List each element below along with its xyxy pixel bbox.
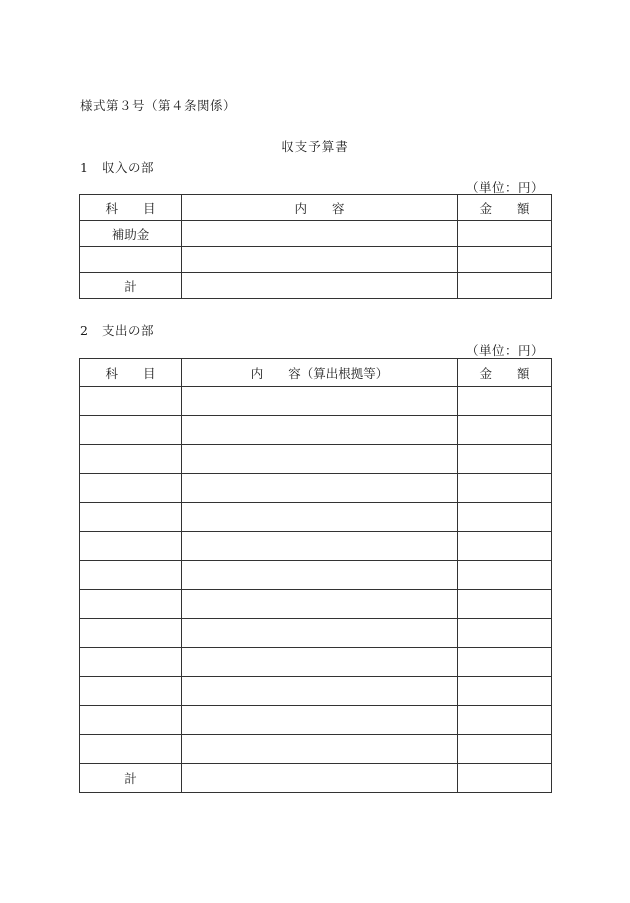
expense-content-cell[interactable] bbox=[182, 735, 458, 764]
expense-table bbox=[79, 358, 552, 793]
expense-content-cell[interactable] bbox=[182, 619, 458, 648]
expense-row bbox=[80, 648, 552, 677]
expense-total-row bbox=[80, 764, 552, 793]
expense-row bbox=[80, 474, 552, 503]
expense-content-cell[interactable] bbox=[182, 677, 458, 706]
income-total-row bbox=[80, 273, 552, 299]
expense-subject-cell[interactable] bbox=[80, 648, 182, 677]
expense-row bbox=[80, 416, 552, 445]
expense-row bbox=[80, 735, 552, 764]
expense-row bbox=[80, 706, 552, 735]
expense-row bbox=[80, 503, 552, 532]
expense-content-cell[interactable] bbox=[182, 445, 458, 474]
expense-header-amount: 金 額 bbox=[458, 359, 552, 387]
expense-amount-cell[interactable] bbox=[458, 706, 552, 735]
expense-row bbox=[80, 677, 552, 706]
expense-section-number: 2 bbox=[80, 323, 89, 338]
expense-amount-cell[interactable] bbox=[458, 503, 552, 532]
expense-row bbox=[80, 619, 552, 648]
expense-amount-cell[interactable] bbox=[458, 648, 552, 677]
expense-content-cell[interactable] bbox=[182, 474, 458, 503]
income-unit-note: （単位：円） bbox=[465, 180, 544, 195]
expense-total-label: 計 bbox=[80, 764, 182, 793]
expense-row bbox=[80, 532, 552, 561]
income-section-title: 収入の部 bbox=[102, 160, 155, 175]
income-total-content-cell[interactable] bbox=[182, 273, 458, 299]
expense-content-cell[interactable] bbox=[182, 532, 458, 561]
expense-subject-cell[interactable] bbox=[80, 735, 182, 764]
expense-amount-cell[interactable] bbox=[458, 474, 552, 503]
expense-amount-cell[interactable] bbox=[458, 590, 552, 619]
expense-row bbox=[80, 387, 552, 416]
income-amount-cell[interactable] bbox=[458, 221, 552, 247]
income-section-heading bbox=[80, 158, 154, 176]
expense-subject-cell[interactable] bbox=[80, 503, 182, 532]
expense-content-cell[interactable] bbox=[182, 648, 458, 677]
expense-content-cell[interactable] bbox=[182, 706, 458, 735]
expense-total-content-cell[interactable] bbox=[182, 764, 458, 793]
expense-section-heading bbox=[80, 321, 154, 339]
expense-amount-cell[interactable] bbox=[458, 387, 552, 416]
income-row bbox=[80, 247, 552, 273]
form-number: 様式第３号（第４条関係） bbox=[80, 98, 237, 113]
income-header-content: 内 容 bbox=[182, 195, 458, 221]
expense-content-cell[interactable] bbox=[182, 416, 458, 445]
expense-subject-cell[interactable] bbox=[80, 561, 182, 590]
expense-header-subject: 科 目 bbox=[80, 359, 182, 387]
expense-subject-cell[interactable] bbox=[80, 532, 182, 561]
income-total-label: 計 bbox=[80, 273, 182, 299]
expense-amount-cell[interactable] bbox=[458, 735, 552, 764]
expense-row bbox=[80, 445, 552, 474]
expense-subject-cell[interactable] bbox=[80, 445, 182, 474]
expense-subject-cell[interactable] bbox=[80, 474, 182, 503]
income-table bbox=[79, 194, 552, 299]
expense-unit-note: （単位：円） bbox=[465, 343, 544, 358]
expense-subject-cell[interactable] bbox=[80, 416, 182, 445]
expense-content-cell[interactable] bbox=[182, 590, 458, 619]
expense-section-title: 支出の部 bbox=[102, 323, 155, 338]
expense-amount-cell[interactable] bbox=[458, 416, 552, 445]
expense-amount-cell[interactable] bbox=[458, 445, 552, 474]
expense-subject-cell[interactable] bbox=[80, 677, 182, 706]
expense-row bbox=[80, 561, 552, 590]
expense-content-cell[interactable] bbox=[182, 387, 458, 416]
expense-amount-cell[interactable] bbox=[458, 561, 552, 590]
expense-row bbox=[80, 590, 552, 619]
expense-subject-cell[interactable] bbox=[80, 387, 182, 416]
expense-header-content: 内 容（算出根拠等） bbox=[182, 359, 458, 387]
expense-total-amount-cell[interactable] bbox=[458, 764, 552, 793]
expense-amount-cell[interactable] bbox=[458, 619, 552, 648]
expense-subject-cell[interactable] bbox=[80, 619, 182, 648]
income-section-number: 1 bbox=[80, 160, 89, 175]
expense-subject-cell[interactable] bbox=[80, 590, 182, 619]
income-amount-cell[interactable] bbox=[458, 247, 552, 273]
expense-header-row bbox=[80, 359, 552, 387]
income-subject-cell[interactable]: 補助金 bbox=[80, 221, 182, 247]
expense-subject-cell[interactable] bbox=[80, 706, 182, 735]
income-content-cell[interactable] bbox=[182, 221, 458, 247]
income-content-cell[interactable] bbox=[182, 247, 458, 273]
income-row bbox=[80, 221, 552, 247]
income-total-amount-cell[interactable] bbox=[458, 273, 552, 299]
income-header-subject: 科 目 bbox=[80, 195, 182, 221]
expense-content-cell[interactable] bbox=[182, 561, 458, 590]
expense-amount-cell[interactable] bbox=[458, 532, 552, 561]
expense-amount-cell[interactable] bbox=[458, 677, 552, 706]
income-subject-cell[interactable] bbox=[80, 247, 182, 273]
expense-content-cell[interactable] bbox=[182, 503, 458, 532]
income-header-row bbox=[80, 195, 552, 221]
document-title: 収支予算書 bbox=[281, 139, 349, 154]
income-header-amount: 金 額 bbox=[458, 195, 552, 221]
